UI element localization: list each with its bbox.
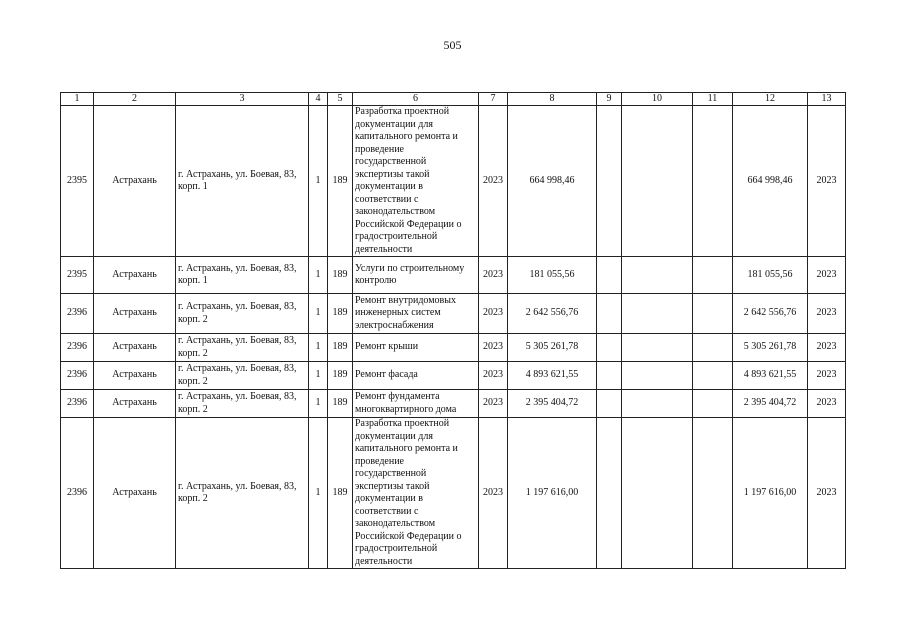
col10-cell	[622, 294, 693, 334]
table-row	[61, 257, 846, 294]
col11-cell	[693, 362, 733, 390]
address-cell: г. Астрахань, ул. Боевая, 83, корп. 1	[176, 106, 309, 257]
col10-cell	[622, 418, 693, 569]
end-year-cell: 2023	[808, 418, 846, 569]
col10-cell	[622, 106, 693, 257]
capital-repair-table	[60, 92, 846, 569]
col11-cell	[693, 418, 733, 569]
table-row	[61, 294, 846, 334]
record-number-cell: 2396	[61, 334, 94, 362]
col4-cell: 1	[309, 390, 328, 418]
city-cell: Астрахань	[94, 362, 176, 390]
col-header-9: 9	[597, 93, 622, 106]
address-cell: г. Астрахань, ул. Боевая, 83, корп. 2	[176, 362, 309, 390]
table-row	[61, 362, 846, 390]
total-cost-cell: 1 197 616,00	[733, 418, 808, 569]
col4-cell: 1	[309, 257, 328, 294]
cost-cell: 5 305 261,78	[508, 334, 597, 362]
col-header-2: 2	[94, 93, 176, 106]
end-year-cell: 2023	[808, 334, 846, 362]
year-cell: 2023	[479, 334, 508, 362]
col-header-12: 12	[733, 93, 808, 106]
col11-cell	[693, 294, 733, 334]
end-year-cell: 2023	[808, 362, 846, 390]
col5-cell: 189	[328, 390, 353, 418]
end-year-cell: 2023	[808, 257, 846, 294]
col-header-8: 8	[508, 93, 597, 106]
col11-cell	[693, 106, 733, 257]
end-year-cell: 2023	[808, 390, 846, 418]
work-type-cell: Разработка проектной документации для капитального ремонта и проведение государственной экспертизы такой документации в соответствии с законодательством Российской Федерации о градостроительной деятельности	[353, 418, 479, 569]
table-row	[61, 334, 846, 362]
record-number-cell: 2396	[61, 418, 94, 569]
year-cell: 2023	[479, 106, 508, 257]
col5-cell: 189	[328, 418, 353, 569]
col-header-1: 1	[61, 93, 94, 106]
col10-cell	[622, 334, 693, 362]
col-header-7: 7	[479, 93, 508, 106]
col5-cell: 189	[328, 294, 353, 334]
col-header-10: 10	[622, 93, 693, 106]
col5-cell: 189	[328, 334, 353, 362]
total-cost-cell: 181 055,56	[733, 257, 808, 294]
col9-cell	[597, 390, 622, 418]
address-cell: г. Астрахань, ул. Боевая, 83, корп. 1	[176, 257, 309, 294]
year-cell: 2023	[479, 362, 508, 390]
col4-cell: 1	[309, 294, 328, 334]
col-header-11: 11	[693, 93, 733, 106]
col-header-4: 4	[309, 93, 328, 106]
col11-cell	[693, 334, 733, 362]
col4-cell: 1	[309, 418, 328, 569]
year-cell: 2023	[479, 294, 508, 334]
table-row	[61, 106, 846, 257]
city-cell: Астрахань	[94, 106, 176, 257]
city-cell: Астрахань	[94, 418, 176, 569]
record-number-cell: 2395	[61, 257, 94, 294]
cost-cell: 2 395 404,72	[508, 390, 597, 418]
header-row	[61, 93, 846, 106]
col11-cell	[693, 257, 733, 294]
record-number-cell: 2396	[61, 294, 94, 334]
col10-cell	[622, 362, 693, 390]
total-cost-cell: 2 395 404,72	[733, 390, 808, 418]
cost-cell: 4 893 621,55	[508, 362, 597, 390]
total-cost-cell: 664 998,46	[733, 106, 808, 257]
col9-cell	[597, 418, 622, 569]
record-number-cell: 2395	[61, 106, 94, 257]
year-cell: 2023	[479, 390, 508, 418]
col5-cell: 189	[328, 106, 353, 257]
year-cell: 2023	[479, 257, 508, 294]
table-row	[61, 418, 846, 569]
col9-cell	[597, 294, 622, 334]
record-number-cell: 2396	[61, 390, 94, 418]
cost-cell: 2 642 556,76	[508, 294, 597, 334]
work-type-cell: Разработка проектной документации для капитального ремонта и проведение государственной экспертизы такой документации в соответствии с законодательством Российской Федерации о градостроительной деятельности	[353, 106, 479, 257]
work-type-cell: Ремонт внутридомовых инженерных систем электроснабжения	[353, 294, 479, 334]
city-cell: Астрахань	[94, 390, 176, 418]
cost-cell: 664 998,46	[508, 106, 597, 257]
table-row	[61, 390, 846, 418]
total-cost-cell: 4 893 621,55	[733, 362, 808, 390]
col10-cell	[622, 390, 693, 418]
address-cell: г. Астрахань, ул. Боевая, 83, корп. 2	[176, 334, 309, 362]
city-cell: Астрахань	[94, 294, 176, 334]
address-cell: г. Астрахань, ул. Боевая, 83, корп. 2	[176, 294, 309, 334]
record-number-cell: 2396	[61, 362, 94, 390]
address-cell: г. Астрахань, ул. Боевая, 83, корп. 2	[176, 390, 309, 418]
col-header-5: 5	[328, 93, 353, 106]
col4-cell: 1	[309, 334, 328, 362]
work-type-cell: Ремонт фундамента многоквартирного дома	[353, 390, 479, 418]
end-year-cell: 2023	[808, 106, 846, 257]
col5-cell: 189	[328, 257, 353, 294]
col-header-3: 3	[176, 93, 309, 106]
city-cell: Астрахань	[94, 334, 176, 362]
page-number: 505	[443, 38, 462, 52]
col9-cell	[597, 257, 622, 294]
address-cell: г. Астрахань, ул. Боевая, 83, корп. 2	[176, 418, 309, 569]
cost-cell: 181 055,56	[508, 257, 597, 294]
col11-cell	[693, 390, 733, 418]
col10-cell	[622, 257, 693, 294]
total-cost-cell: 5 305 261,78	[733, 334, 808, 362]
col9-cell	[597, 334, 622, 362]
col9-cell	[597, 106, 622, 257]
work-type-cell: Ремонт крыши	[353, 334, 479, 362]
col4-cell: 1	[309, 106, 328, 257]
work-type-cell: Ремонт фасада	[353, 362, 479, 390]
work-type-cell: Услуги по строительному контролю	[353, 257, 479, 294]
end-year-cell: 2023	[808, 294, 846, 334]
col9-cell	[597, 362, 622, 390]
cost-cell: 1 197 616,00	[508, 418, 597, 569]
col-header-6: 6	[353, 93, 479, 106]
city-cell: Астрахань	[94, 257, 176, 294]
total-cost-cell: 2 642 556,76	[733, 294, 808, 334]
year-cell: 2023	[479, 418, 508, 569]
col5-cell: 189	[328, 362, 353, 390]
col4-cell: 1	[309, 362, 328, 390]
col-header-13: 13	[808, 93, 846, 106]
